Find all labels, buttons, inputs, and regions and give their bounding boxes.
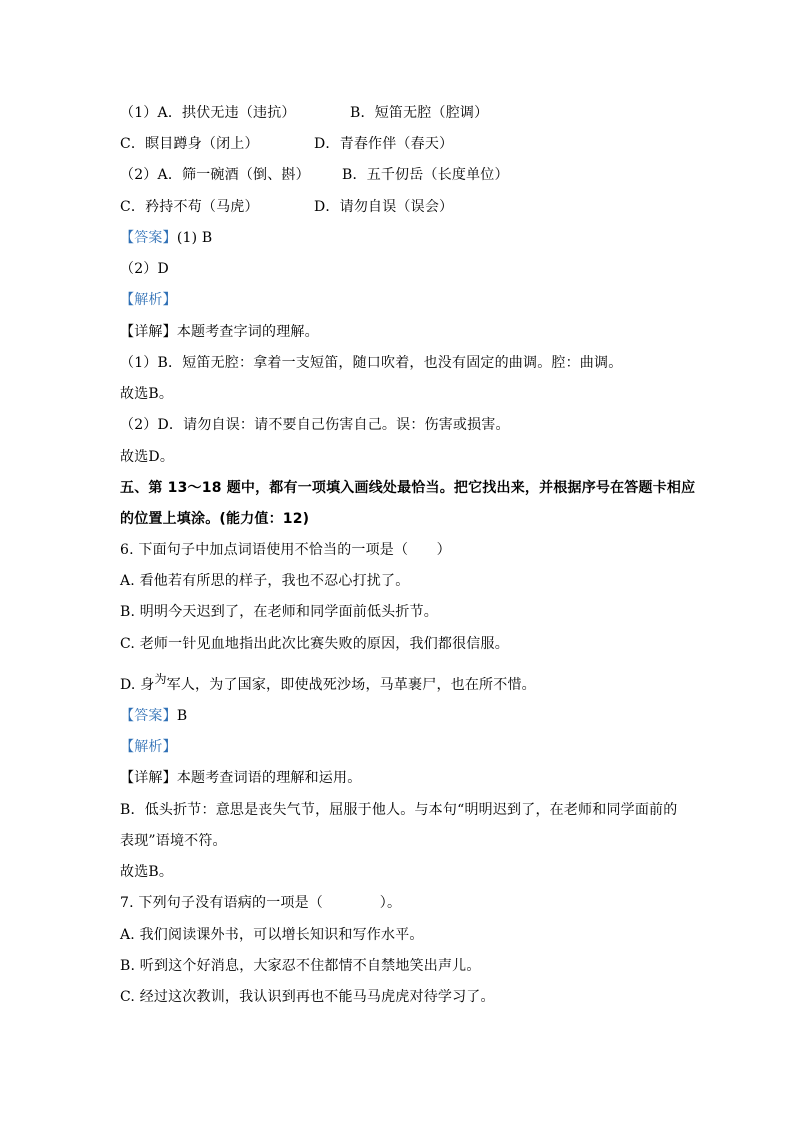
- q5-option-1b: B．短笛无腔（腔调）: [350, 105, 489, 121]
- q5-detail: [120, 322, 319, 342]
- q6-answer-value: B: [176, 708, 188, 724]
- q5-option-1a: （1）A．拱伏无违（违抗）: [120, 105, 296, 121]
- q5-option-1d: D．青春作伴（春天）: [314, 136, 454, 152]
- q6-detail-text: 本题考查词语的理解和运用。: [176, 770, 362, 786]
- q6-option-b: B. 明明今天迟到了，在老师和同学面前低头折节。: [120, 604, 438, 620]
- q5-option-2b: B．五千仞岳（长度单位）: [342, 167, 509, 183]
- q5-choose-2: 故选D。: [120, 449, 175, 465]
- q5-option-2d: D．请勿自误（误会）: [314, 199, 454, 215]
- q5-detail-text: 本题考查字词的理解。: [176, 324, 319, 340]
- answer-tag: 【答案】: [120, 708, 177, 724]
- q6-choose: 故选B。: [120, 864, 174, 880]
- q5-option-2a: （2）A．筛一碗酒（倒、斟）: [120, 167, 310, 183]
- q6-stem: 6. 下面句子中加点词语使用不恰当的一项是（ ）: [120, 542, 451, 558]
- q6-detail-1b: 表现”语境不符。: [120, 833, 227, 849]
- q6-option-d: [120, 672, 536, 695]
- q5-options-row-3: [120, 165, 509, 185]
- q5-choose-1: 故选B。: [120, 386, 174, 402]
- q7-option-c: C. 经过这次教训，我认识到再也不能马马虎虎对待学习了。: [120, 989, 495, 1005]
- analysis-tag: 【解析】: [120, 292, 177, 308]
- section-heading-line-2: 的位置上填涂。(能力值：12): [120, 511, 310, 527]
- q6-option-d-pre: D. 身: [120, 677, 155, 693]
- q7-option-b: B. 听到这个好消息，大家忍不住都情不自禁地笑出声儿。: [120, 958, 481, 974]
- answer-tag: 【答案】: [120, 230, 177, 246]
- q6-option-d-post: 军人，为了国家，即使战死沙场，马革裹尸，也在所不惜。: [166, 677, 536, 693]
- q5-option-1c: C．瞑目蹲身（闭上）: [120, 136, 259, 152]
- q6-option-d-sup: 为: [154, 672, 167, 686]
- q5-detail-2: （2）D．请勿自误：请不要自己伤害自己。误：伤害或损害。: [120, 417, 510, 433]
- q5-answer-2: （2）D: [120, 261, 169, 277]
- q6-detail-1a: B．低头折节：意思是丧失气节，屈服于他人。与本句“明明迟到了，在老师和同学面前的: [120, 802, 678, 818]
- q5-detail-1: （1）B．短笛无腔：拿着一支短笛，随口吹着，也没有固定的曲调。腔：曲调。: [120, 355, 623, 371]
- q6-detail: [120, 768, 361, 788]
- detail-tag: 【详解】: [120, 770, 177, 786]
- q5-answer: [120, 228, 212, 248]
- q6-option-c: C. 老师一针见血地指出此次比赛失败的原因，我们都很信服。: [120, 636, 509, 652]
- q5-options-row-4: [120, 197, 454, 217]
- analysis-tag: 【解析】: [120, 739, 177, 755]
- q7-option-a: A. 我们阅读课外书，可以增长知识和写作水平。: [120, 927, 424, 943]
- q5-options-row-2: [120, 134, 454, 154]
- q7-stem: 7. 下列句子没有语病的一项是（ ）。: [120, 895, 402, 911]
- detail-tag: 【详解】: [120, 324, 177, 340]
- q5-options-row-1: [120, 103, 489, 123]
- section-heading-line-1: 五、第 13～18 题中，都有一项填入画线处最恰当。把它找出来，并根据序号在答题卡相应: [120, 480, 696, 496]
- q5-option-2c: C．矜持不苟（马虎）: [120, 199, 259, 215]
- q6-answer: [120, 706, 187, 726]
- q6-option-a: A. 看他若有所思的样子，我也不忍心打扰了。: [120, 573, 410, 589]
- q5-answer-1: (1) B: [176, 230, 213, 246]
